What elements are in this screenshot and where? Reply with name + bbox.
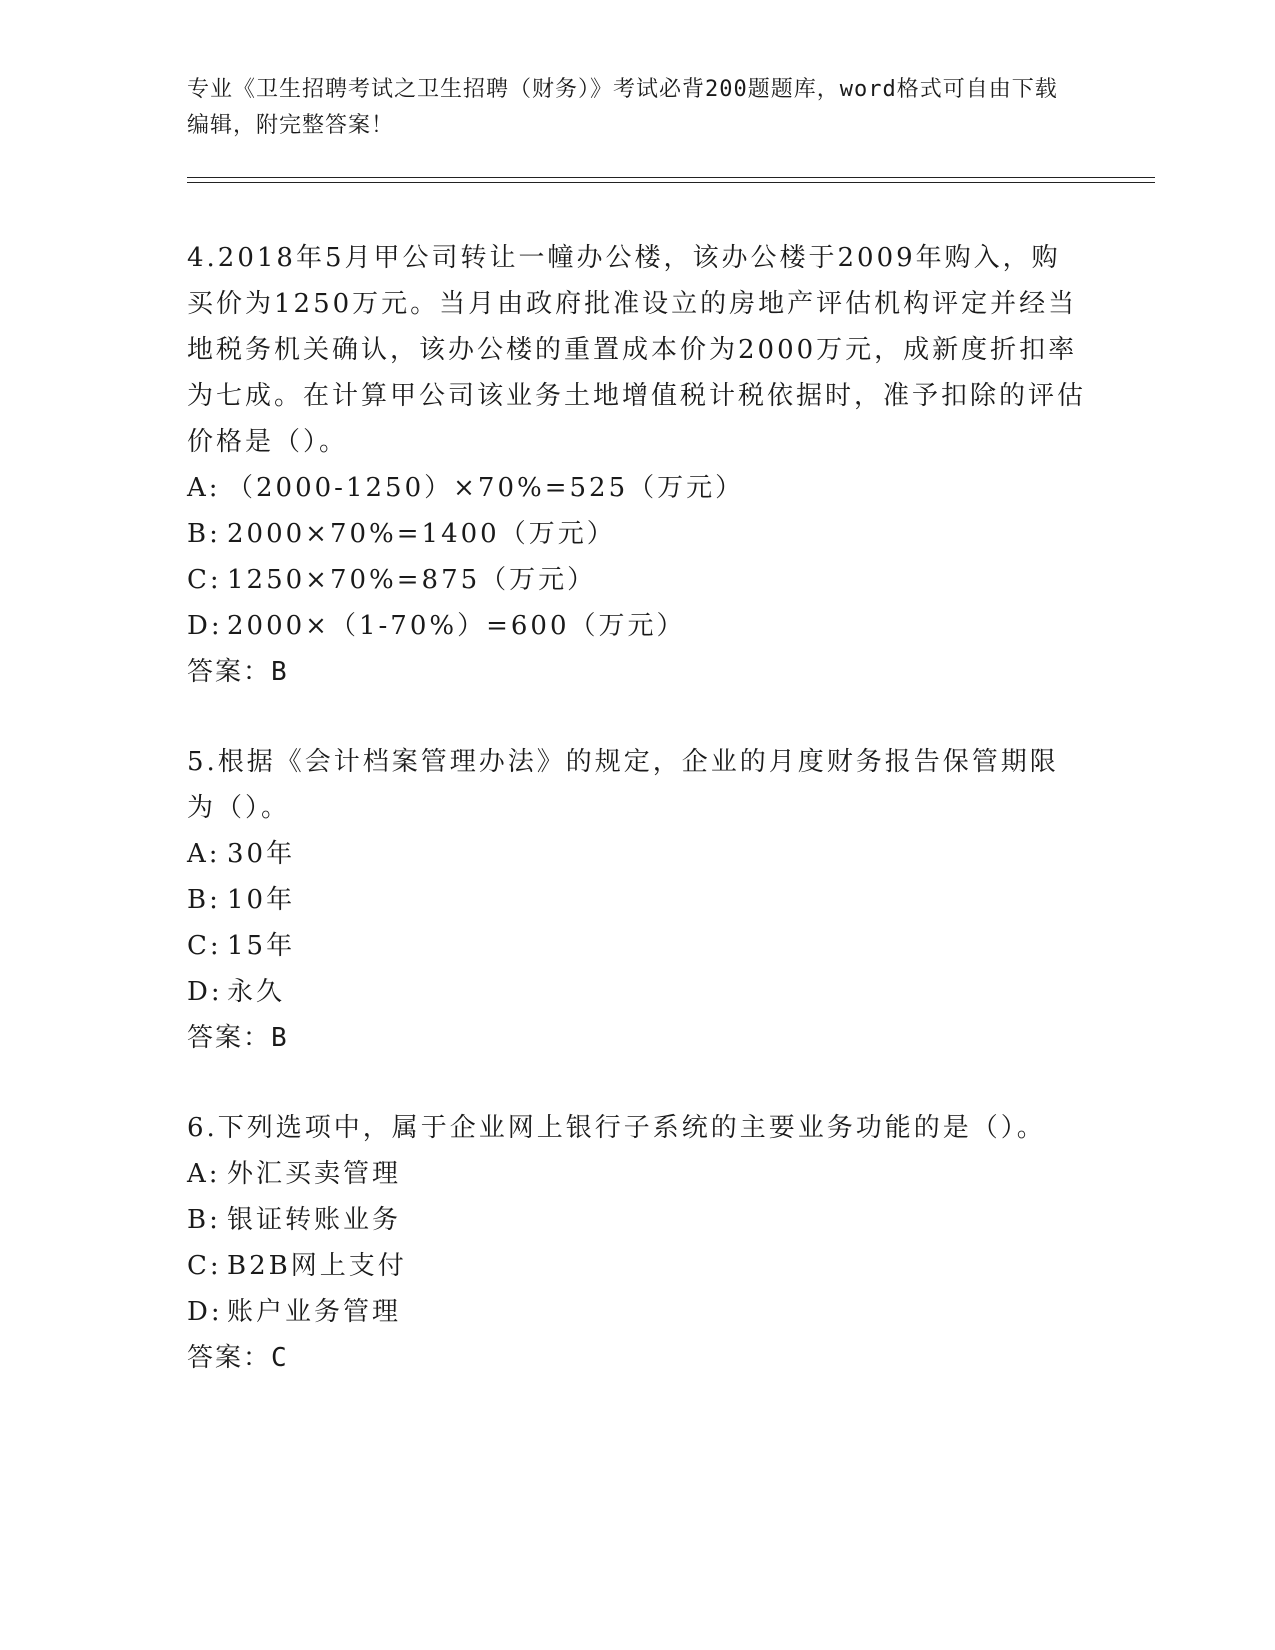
- option-text: 银证转账业务: [227, 1205, 402, 1235]
- option-letter: D:: [187, 611, 223, 641]
- option-text: 外汇买卖管理: [227, 1159, 402, 1189]
- option-text: （2000-1250）×70%=525（万元）: [227, 473, 745, 503]
- option-letter: B:: [187, 519, 221, 549]
- question-text: 6.下列选项中，属于企业网上银行子系统的主要业务功能的是（）。: [187, 1113, 1046, 1143]
- question-list: [187, 235, 1087, 1425]
- option-letter: D:: [187, 1297, 223, 1327]
- option-letter: B:: [187, 1205, 221, 1235]
- option-d: [187, 603, 1087, 649]
- option-letter: D:: [187, 977, 223, 1007]
- option-d: [187, 1289, 1087, 1335]
- question-text: 4.2018年5月甲公司转让一幢办公楼，该办公楼于2009年购入，购买价为1250万元。当月由政府批准设立的房地产评估机构评定并经当地税务机关确认，该办公楼的重置成本价为2000万元，成新度折扣率为七成。在计算甲公司该业务土地增值税计税依据时，准予扣除的评估价格是（）。: [187, 243, 1087, 457]
- option-letter: C:: [187, 931, 222, 961]
- option-letter: A:: [187, 839, 221, 869]
- option-text: 账户业务管理: [227, 1297, 402, 1327]
- option-letter: B:: [187, 885, 221, 915]
- option-text: 永久: [227, 977, 286, 1007]
- option-text: 2000×（1-70%）=600（万元）: [227, 611, 686, 641]
- answer-line: 答案：B: [187, 657, 289, 687]
- option-letter: C:: [187, 1251, 222, 1281]
- option-text: 30年: [227, 839, 296, 869]
- option-text: 2000×70%=1400（万元）: [227, 519, 616, 549]
- option-letter: A:: [187, 473, 221, 503]
- option-b: [187, 1197, 1087, 1243]
- option-c: [187, 923, 1087, 969]
- option-a: [187, 831, 1087, 877]
- question-6: [187, 1105, 1087, 1381]
- option-text: 10年: [227, 885, 296, 915]
- option-b: [187, 511, 1087, 557]
- option-d: [187, 969, 1087, 1015]
- option-c: [187, 557, 1087, 603]
- answer-line: 答案：C: [187, 1343, 289, 1373]
- option-c: [187, 1243, 1087, 1289]
- header-divider-top: [187, 177, 1155, 178]
- option-text: 1250×70%=875（万元）: [227, 565, 597, 595]
- question-text: 5.根据《会计档案管理办法》的规定，企业的月度财务报告保管期限为（）。: [187, 747, 1059, 823]
- document-header: 专业《卫生招聘考试之卫生招聘（财务）》考试必背200题题库，word格式可自由下载编辑，附完整答案！: [187, 77, 1058, 138]
- option-text: 15年: [227, 931, 296, 961]
- option-text: B2B网上支付: [227, 1251, 407, 1281]
- question-5: [187, 739, 1087, 1061]
- option-a: [187, 1151, 1087, 1197]
- answer-line: 答案：B: [187, 1023, 289, 1053]
- question-4: [187, 235, 1087, 695]
- header-divider-bottom: [187, 182, 1155, 183]
- option-letter: C:: [187, 565, 222, 595]
- option-letter: A:: [187, 1159, 221, 1189]
- option-b: [187, 877, 1087, 923]
- option-a: [187, 465, 1087, 511]
